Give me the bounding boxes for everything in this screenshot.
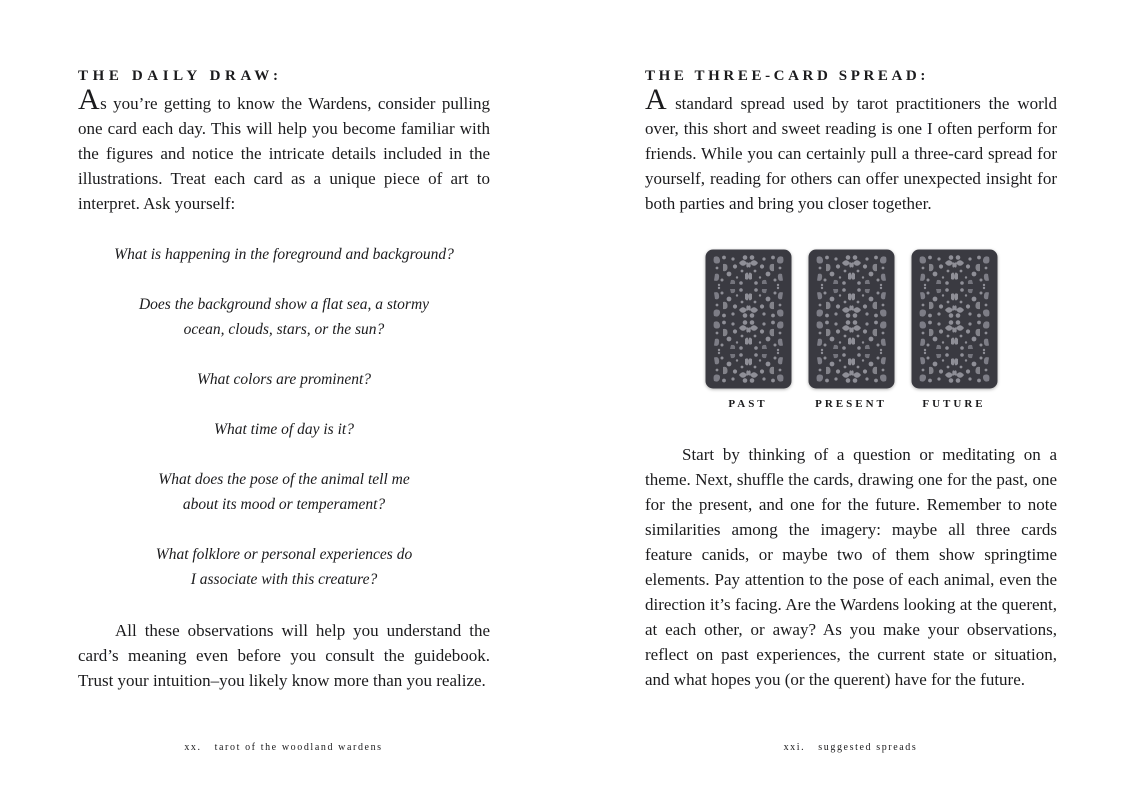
question-line: What folklore or personal experiences do (155, 546, 413, 563)
question-line: ocean, clouds, stars, or the sun? (183, 321, 385, 338)
page-number: xx. (184, 742, 202, 753)
card-back-illustration (911, 249, 998, 389)
section-heading-daily-draw: THE DAILY DRAW: (78, 68, 283, 84)
question-line: Does the background show a flat sea, a stormy (138, 296, 430, 313)
question-line: What time of day is it? (214, 421, 354, 438)
question-item (78, 542, 490, 592)
card-label-present: PRESENT (815, 398, 887, 410)
initial-cap: A (78, 83, 101, 116)
question-item (78, 417, 490, 442)
intro-text: s you’re getting to know the Wardens, consider pulling one card each day. This will help you become familiar with the figures and notice the intricate details included in the illustrations. Treat each card as a unique piece of art to interpret. Ask yourself: (78, 94, 490, 213)
card-back-illustration (705, 249, 792, 389)
question-item (78, 292, 490, 342)
intro-paragraph (78, 83, 490, 216)
page-footer-left (0, 742, 567, 753)
reflection-questions (78, 242, 490, 592)
page-footer-right (567, 742, 1134, 753)
question-item (78, 367, 490, 392)
card-back-illustration (808, 249, 895, 389)
closing-paragraph: All these observations will help you understand the card’s meaning even before you consult the guidebook. Trust your intuition–you likely know more than you realize. (78, 621, 490, 690)
card-past (705, 249, 792, 410)
three-card-spread-diagram (645, 249, 1057, 410)
card-future (911, 249, 998, 410)
initial-cap: A (645, 83, 668, 116)
intro-text: standard spread used by tarot practitioners the world over, this short and sweet reading is one I often perform for friends. While you can certainly pull a three-card spread for yourself, reading for others can offer unexpected insight for both parties and bring you closer together. (645, 94, 1057, 213)
question-line: about its mood or temperament? (182, 496, 386, 513)
question-line: What does the pose of the animal tell me (158, 471, 410, 488)
question-line: What is happening in the foreground and background? (114, 246, 454, 263)
card-label-past: PAST (728, 398, 768, 410)
question-line: I associate with this creature? (190, 571, 378, 588)
page-right (567, 0, 1134, 800)
footer-title: tarot of the woodland wardens (214, 742, 383, 753)
question-line: What colors are prominent? (196, 371, 372, 388)
question-item (78, 467, 490, 517)
intro-paragraph (645, 83, 1057, 216)
section-heading-three-card-spread: THE THREE-CARD SPREAD: (645, 68, 929, 84)
page-number: xxi. (783, 742, 806, 753)
footer-title: suggested spreads (818, 742, 918, 753)
card-present (808, 249, 895, 410)
body-paragraph: Start by thinking of a question or meditating on a theme. Next, shuffle the cards, drawing one for the past, one for the present, and one for the future. Remember to note similarities among the imagery: maybe all three cards feature canids, or maybe two of them show springtime elements. Pay attention to the pose of each animal, even the direction it’s facing. Are the Wardens looking at the querent, at each other, or away? As you make your observations, reflect on past experiences, the current state or situation, and what hopes you (or the querent) have for the future. (645, 445, 1057, 689)
question-item (78, 242, 490, 267)
card-label-future: FUTURE (922, 398, 986, 410)
